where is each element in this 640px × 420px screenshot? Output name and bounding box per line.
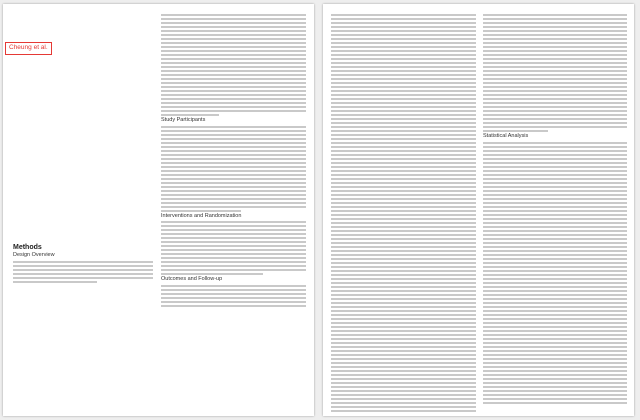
right-column-1-text-lines [331,14,476,412]
heading-statistical-analysis: Statistical Analysis [483,133,529,139]
left-page-column-1 [13,242,153,412]
interventions-text-lines [161,221,306,275]
right-page-column-2 [483,14,627,412]
heading-interventions: Interventions and Randomization [161,212,242,219]
heading-design-overview: Design Overview [13,252,55,258]
left-page [3,4,314,416]
left-page-column-2 [161,14,306,412]
participants-text-lines [161,126,306,212]
heading-methods: Methods [13,244,42,251]
citation-annotation-box: Cheung et al. [5,42,52,55]
column-2-text-top [161,14,306,116]
methods-text-lines [13,261,153,283]
right-page [323,4,634,416]
heading-study-participants: Study Participants [161,117,206,123]
right-column-2-text-top [483,14,627,132]
statistical-text-lines [483,142,627,404]
heading-outcomes: Outcomes and Follow-up [161,276,223,282]
outcomes-text-lines [161,285,306,307]
right-page-column-1 [331,14,476,412]
